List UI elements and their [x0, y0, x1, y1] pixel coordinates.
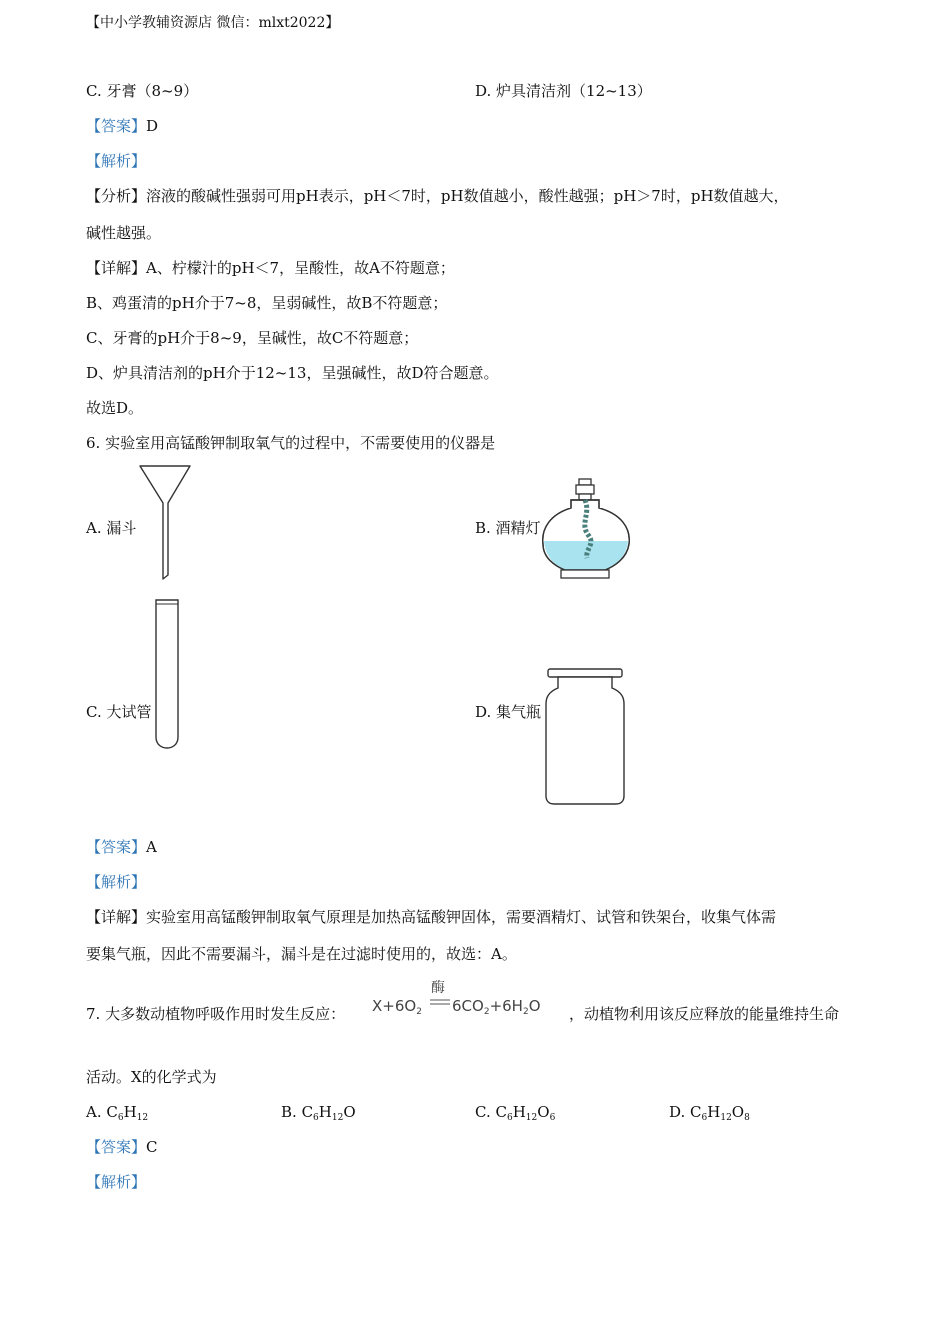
answer-value: D — [146, 117, 159, 135]
q7-option-c: C. $C_6H_{12}O_6$ — [475, 1103, 556, 1123]
q5-answer — [86, 116, 158, 136]
q5-detail-d: D、炉具清洁剂的pH介于12~13，呈强碱性，故D符合题意。 — [86, 364, 499, 382]
answer-value: C — [146, 1138, 158, 1156]
answer-tag: 【答案】 — [86, 1138, 147, 1156]
q5-fenxi-line2: 碱性越强。 — [86, 224, 162, 242]
q5-option-c: C. 牙膏（8~9） — [86, 82, 199, 100]
answer-tag: 【答案】 — [86, 838, 147, 856]
q5-analysis-tag: 【解析】 — [86, 152, 147, 170]
fenxi-tag: 【分析】 — [86, 187, 147, 205]
q6-option-b: B. 酒精灯 — [475, 519, 541, 537]
q7-answer — [86, 1137, 158, 1157]
header-watermark: 【中小学教辅资源店 微信：mlxt2022】 — [86, 15, 340, 31]
q5-conclusion: 故选D。 — [86, 399, 144, 417]
q6-answer — [86, 837, 157, 857]
q5-fenxi-line1 — [86, 186, 789, 206]
q7-question-line2: 活动。X的化学式为 — [86, 1068, 217, 1086]
equation-products: $6CO_2+6H_2O$ — [452, 997, 541, 1017]
detail-tag: 【详解】 — [86, 259, 147, 277]
gas-jar-image — [544, 668, 628, 808]
q7-question-after: ，动植物利用该反应释放的能量维持生命 — [569, 1005, 840, 1023]
equals-sign — [430, 999, 452, 1007]
alcohol-lamp-image — [545, 478, 635, 582]
q7-option-a: A. $C_6H_{12}$ — [86, 1103, 149, 1123]
q7-question-before: 7. 大多数动植物呼吸作用时发生反应： — [86, 1005, 346, 1023]
q6-detail-line2: 要集气瓶，因此不需要漏斗，漏斗是在过滤时使用的，故选：A。 — [86, 945, 517, 963]
fenxi-text: 溶液的酸碱性强弱可用pH表示，pH＜7时，pH数值越小，酸性越强；pH＞7时，pH数值越大， — [146, 187, 789, 205]
q6-option-c: C. 大试管 — [86, 703, 152, 721]
q7-option-b: B. $C_6H_{12}O$ — [281, 1103, 356, 1123]
equation-condition: 酶 — [431, 980, 445, 996]
q5-option-d: D. 炉具清洁剂（12~13） — [475, 82, 652, 100]
reaction-equation — [372, 980, 557, 1024]
q6-option-d: D. 集气瓶 — [475, 703, 542, 721]
test-tube-image — [154, 599, 184, 751]
q6-detail-line1 — [86, 907, 776, 927]
detail-text: A、柠檬汁的pH＜7，呈酸性，故A不符题意； — [146, 259, 455, 277]
q6-option-a: A. 漏斗 — [86, 519, 137, 537]
q5-detail-b: B、鸡蛋清的pH介于7~8，呈弱碱性，故B不符题意； — [86, 294, 448, 312]
q5-detail-c: C、牙膏的pH介于8~9，呈碱性，故C不符题意； — [86, 329, 419, 347]
q5-detail-a — [86, 258, 455, 278]
answer-value: A — [146, 838, 157, 856]
q7-option-d: D. $C_6H_{12}O_8$ — [669, 1103, 750, 1123]
funnel-image — [138, 465, 194, 581]
detail-tag: 【详解】 — [86, 908, 147, 926]
equation-reactants: $X+6O_2$ — [372, 997, 422, 1017]
q7-analysis-tag: 【解析】 — [86, 1173, 147, 1191]
answer-tag: 【答案】 — [86, 117, 147, 135]
q6-question: 6. 实验室用高锰酸钾制取氧气的过程中，不需要使用的仪器是 — [86, 434, 496, 452]
detail-text: 实验室用高锰酸钾制取氧气原理是加热高锰酸钾固体，需要酒精灯、试管和铁架台，收集气体需 — [146, 908, 777, 926]
q6-analysis-tag: 【解析】 — [86, 873, 147, 891]
